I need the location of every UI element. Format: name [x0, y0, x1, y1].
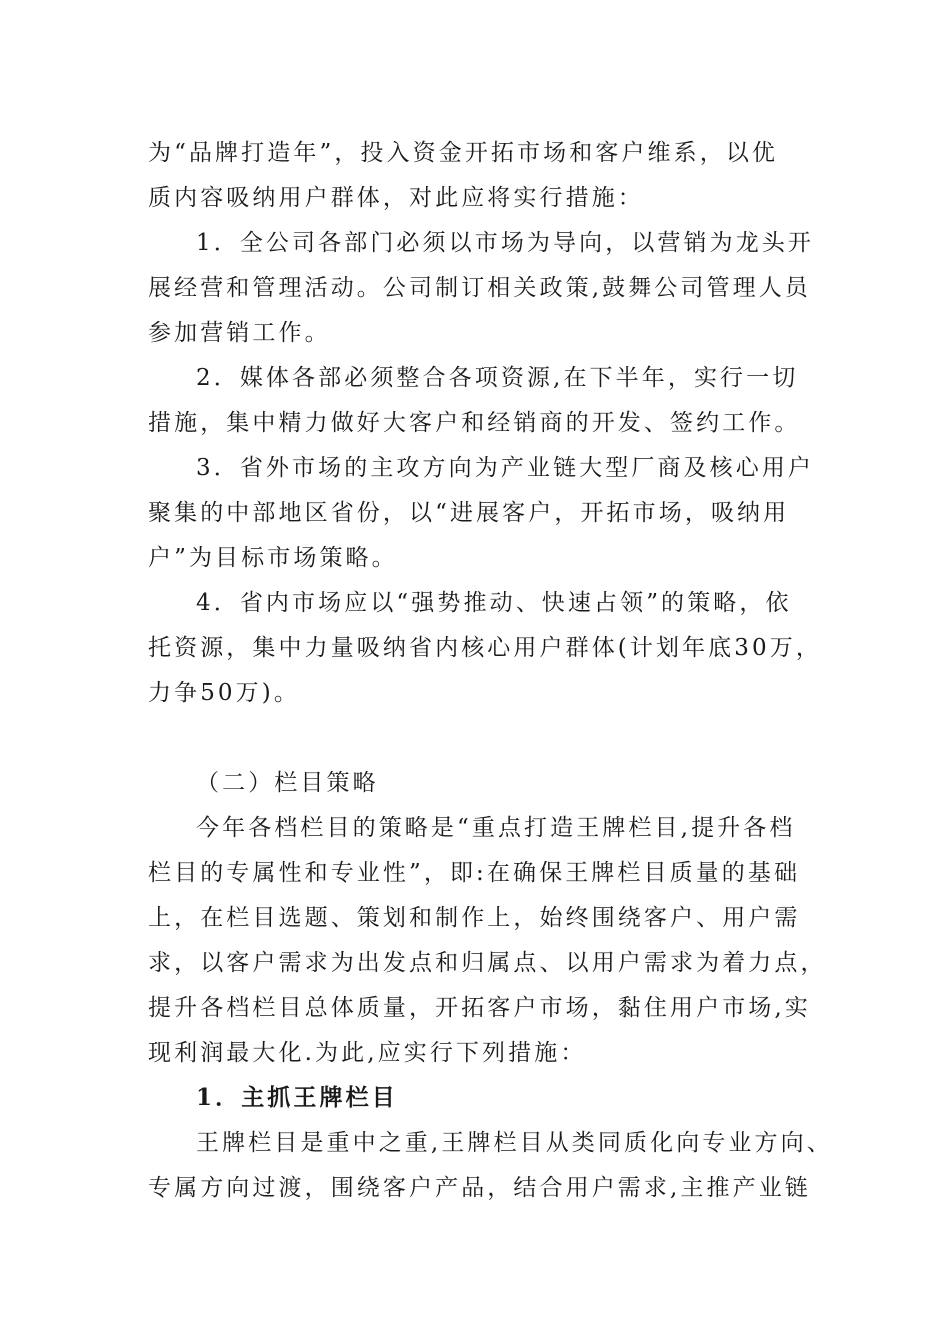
text-line: 求，以客户需求为出发点和归属点、以用户需求为着力点， — [148, 950, 827, 976]
subsection-heading: 1．主抓王牌栏目 — [196, 1084, 398, 1111]
text-line: 展经营和管理活动。公司制订相关政策,鼓舞公司管理人员 — [148, 275, 811, 301]
text-line: 力争50万)。 — [148, 680, 300, 706]
text-line: 上，在栏目选题、策划和制作上，始终围绕客户、用户需 — [148, 905, 801, 931]
text-line: 为“品牌打造年”，投入资金开拓市场和客户维系，以优 — [148, 140, 779, 166]
list-item-4: 4．省内市场应以“强势推动、快速占领”的策略，依 — [196, 590, 792, 616]
text-line: 户”为目标市场策略。 — [148, 545, 398, 571]
text-line: 聚集的中部地区省份，以“进展客户，开拓市场，吸纳用 — [148, 500, 790, 526]
text-line: 专属方向过渡，围绕客户产品，结合用户需求,主推产业链 — [148, 1175, 811, 1201]
text-line: 今年各档栏目的策略是“重点打造王牌栏目,提升各档 — [196, 815, 796, 841]
text-line: 提升各档栏目总体质量，开拓客户市场，黏住用户市场,实 — [148, 995, 811, 1021]
list-item-2: 2．媒体各部必须整合各项资源,在下半年，实行一切 — [196, 365, 799, 391]
text-line: 托资源，集中力量吸纳省内核心用户群体(计划年底30万， — [148, 635, 822, 661]
section-heading: （二）栏目策略 — [196, 770, 379, 796]
text-line: 质内容吸纳用户群体，对此应将实行措施： — [148, 185, 644, 211]
list-item-1: 1．全公司各部门必须以市场为导向，以营销为龙头开 — [196, 230, 815, 256]
list-item-3: 3．省外市场的主攻方向为产业链大型厂商及核心用户 — [196, 455, 815, 481]
text-line: 措施，集中精力做好大客户和经销商的开发、签约工作。 — [148, 410, 801, 436]
text-line: 王牌栏目是重中之重,王牌栏目从类同质化向专业方向、 — [196, 1130, 833, 1156]
text-line: 参加营销工作。 — [148, 320, 331, 346]
text-line: 栏目的专属性和专业性”，即:在确保王牌栏目质量的基础 — [148, 860, 801, 886]
text-line: 现利润最大化.为此,应实行下列措施： — [148, 1040, 587, 1066]
